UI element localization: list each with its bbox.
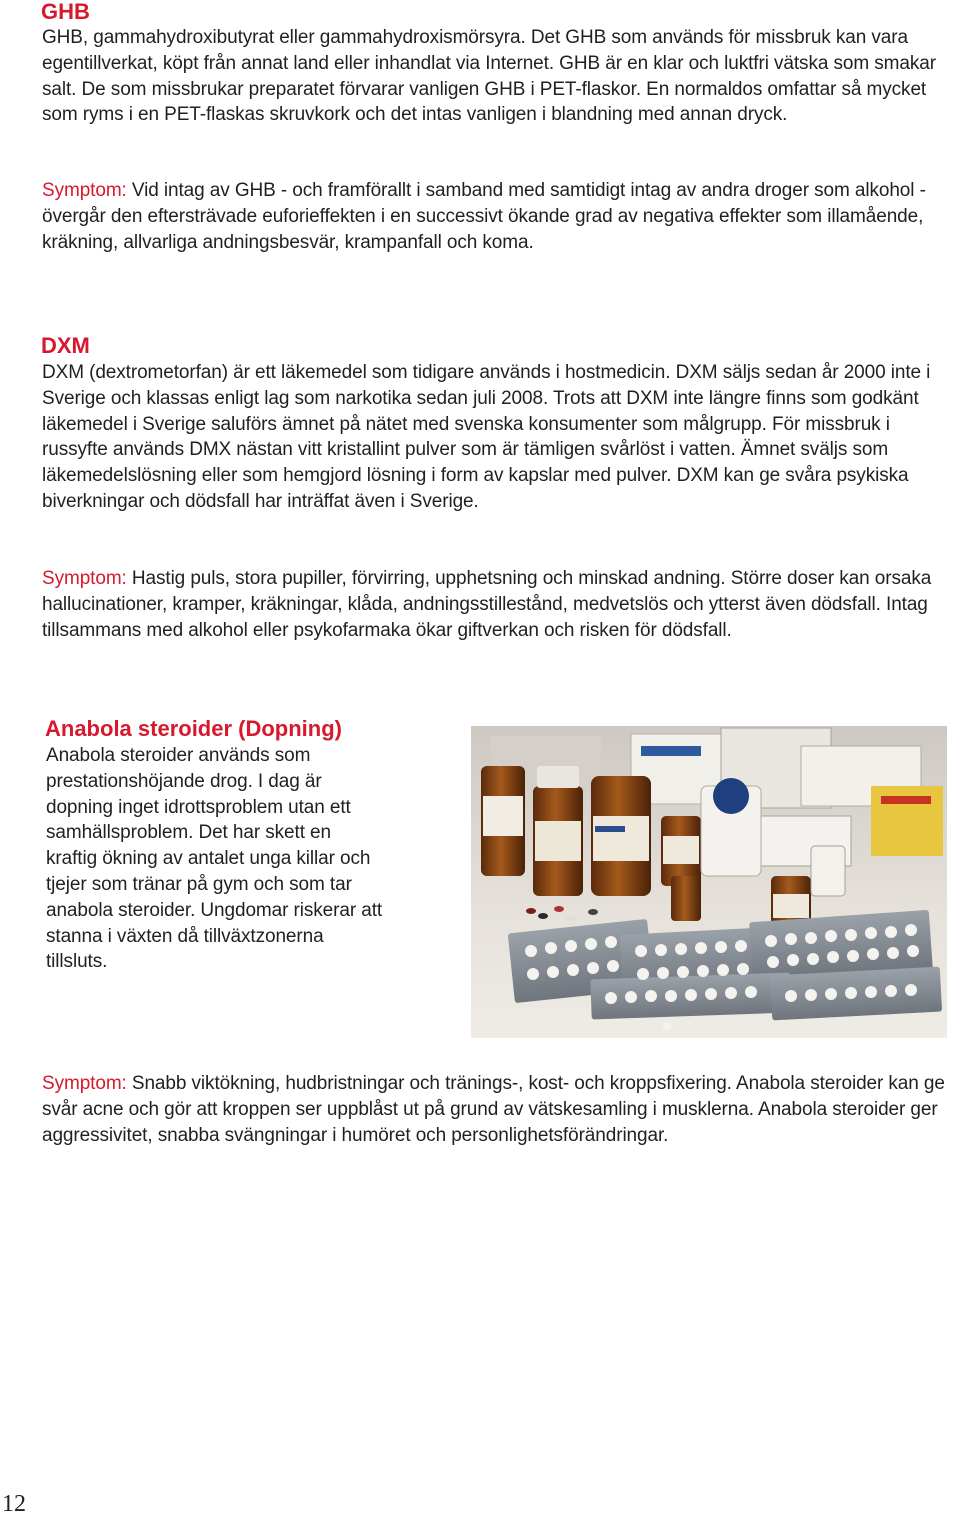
steroids-heading: Anabola steroider (Dopning) bbox=[45, 716, 342, 741]
page-number: 12 bbox=[2, 1491, 26, 1517]
steroids-symptom-text: Snabb viktökning, hudbristningar och tränings-, kost- och kroppsfixering. Anabola steroider kan ge svår acne och gör att kroppen ser uppblåst ut på grund av vätskesamling i musklerna. Anabola steroider ger aggressivitet, snabba svängningar i humöret och personlighetsförändringar. bbox=[42, 1073, 945, 1146]
dxm-intro: DXM (dextrometorfan) är ett läkemedel som tidigare används i hostmedicin. DXM säljs sedan år 2000 inte i Sverige och klassas enligt lag som narkotika sedan juli 2008. Trots att DXM inte längre finns som godkänt läkemedel i Sverige saluförs ämnet på nätet med svenska konsumenter som målgrupp. För missbruk i russyfte används DMX nästan vitt kristallint pulver som är tämligen svårlöst i vatten. Ämnet sväljs som läkemedelslösning eller som hemgjord lösning i form av kapslar med pulver. DXM kan ge svåra psykiska biverkningar och dödsfall har inträffat även i Sverige. bbox=[42, 362, 931, 512]
ghb-symptom-label: Symptom: bbox=[42, 180, 127, 201]
dxm-heading: DXM bbox=[41, 333, 90, 358]
steroids-symptom-paragraph bbox=[42, 1071, 959, 1148]
dxm-symptom-label: Symptom: bbox=[42, 568, 127, 589]
dxm-symptom-text: Hastig puls, stora pupiller, förvirring, upphetsning och minskad andning. Större doser kan orsaka hallucinationer, kramper, kräkningar, klåda, andningsstillestånd, medvetslös och ytterst även dödsfall. Intag tillsammans med alkohol eller psykofarmaka ökar giftverkan och risken för dödsfall. bbox=[42, 568, 932, 641]
ghb-intro: GHB, gammahydroxibutyrat eller gammahydroxismörsyra. Det GHB som används för missbruk kan vara egentillverkat, köpt från annat land eller inhandlat via Internet. GHB är en klar och luktfri vätska som smakar salt. De som missbrukar preparatet förvarar vanligen GHB i PET-flaskor. En normaldos omfattar så mycket som ryms i en PET-flaskas skruvkork och det intas vanligen i blandning med annan dryck. bbox=[42, 27, 936, 126]
dxm-symptom-paragraph bbox=[42, 566, 959, 643]
ghb-symptom-paragraph bbox=[42, 178, 957, 255]
steroid-medicines-photo bbox=[471, 726, 947, 1038]
ghb-heading: GHB bbox=[41, 0, 90, 24]
ghb-symptom-text: Vid intag av GHB - och framförallt i samband med samtidigt intag av andra droger som alkohol - övergår den eftersträvade euforieffekten i en successivt ökande grad av negativa effekter som illamående, kräkning, allvarliga andningsbesvär, krampanfall och koma. bbox=[42, 180, 926, 253]
photo-illustration bbox=[471, 726, 947, 1038]
steroids-symptom-label: Symptom: bbox=[42, 1073, 127, 1094]
steroids-intro: Anabola steroider används som prestationshöjande drog. I dag är dopning inget idrottsproblem utan ett samhällsproblem. Det har skett en kraftig ökning av antalet unga killar och tjejer som tränar på gym och som tar anabola steroider. Ungdomar riskerar att stanna i växten då tillväxtzonerna tillsluts. bbox=[46, 745, 383, 973]
